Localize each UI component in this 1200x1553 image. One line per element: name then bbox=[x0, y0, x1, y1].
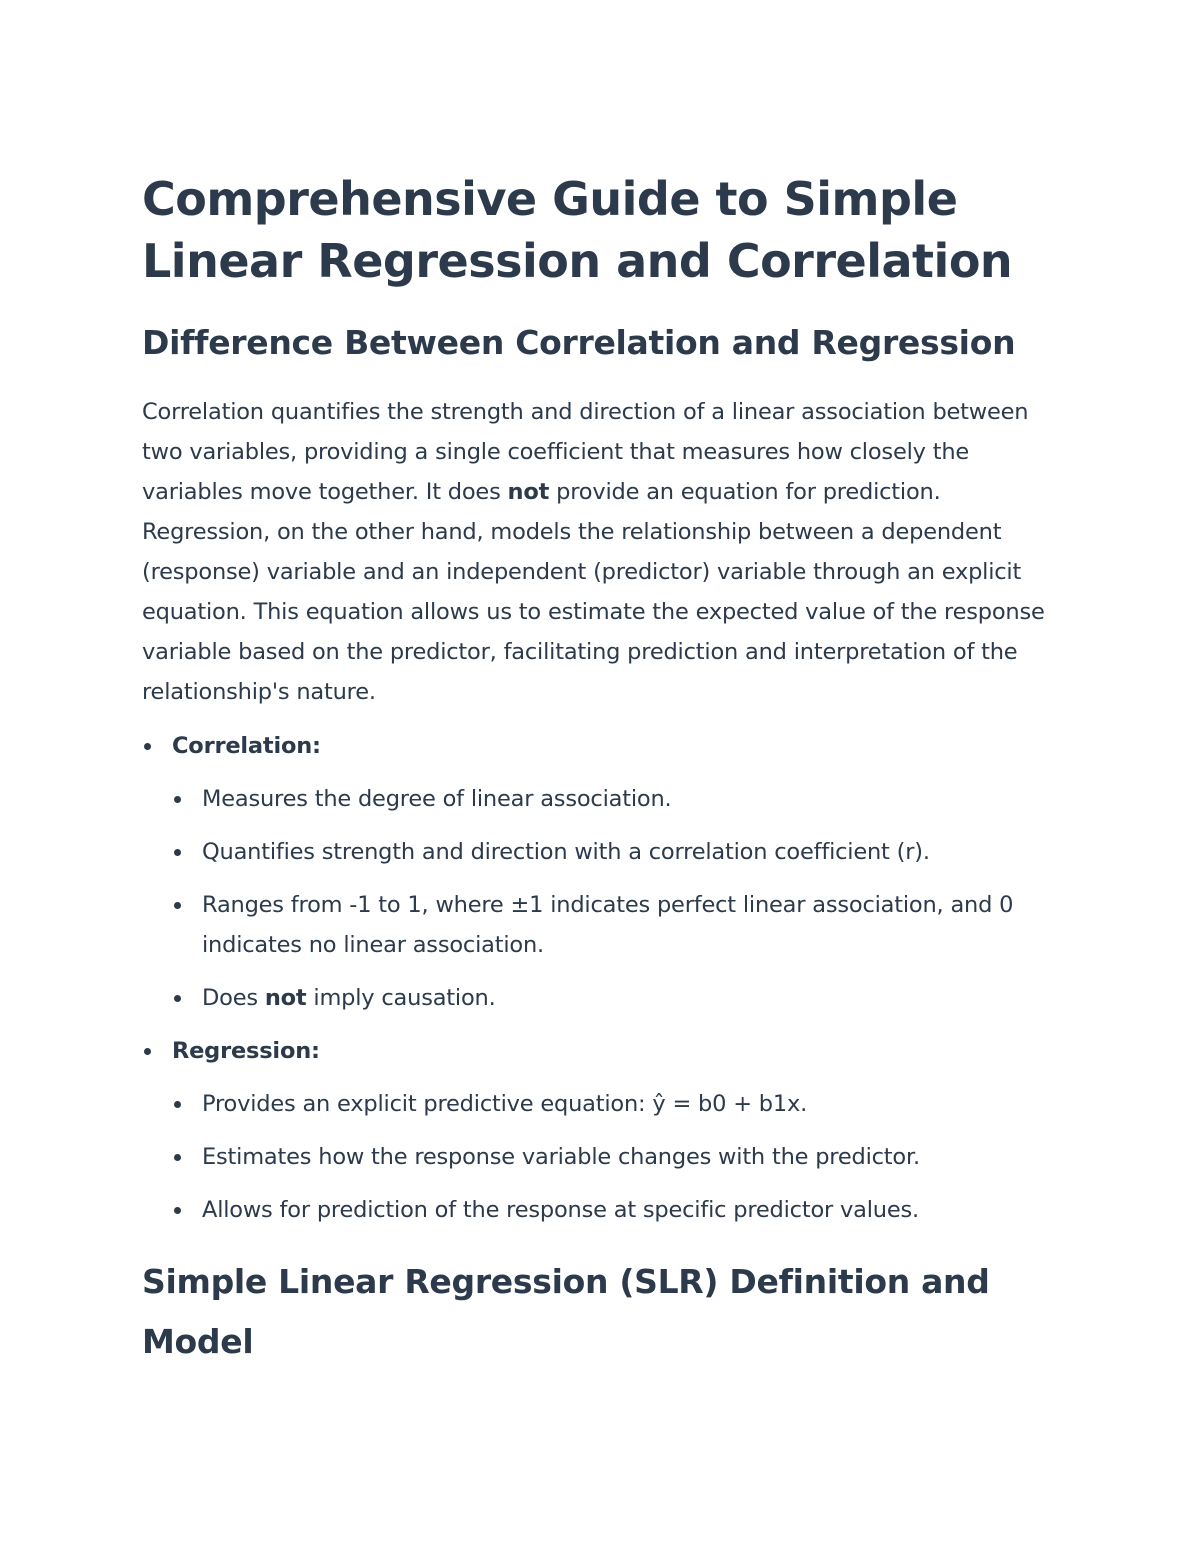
document-page bbox=[142, 168, 1067, 1372]
paragraph-text-part1: Correlation quantifies the strength and direction of a linear association between two variables, providing a single coefficient that measures how closely the variables move together. It does bbox=[142, 399, 1029, 505]
section-heading-difference: Difference Between Correlation and Regression bbox=[142, 323, 1016, 362]
list-item-regression bbox=[142, 1031, 1067, 1230]
paragraph-emphasis-not: not bbox=[507, 479, 550, 505]
list-text-after: imply causation. bbox=[306, 985, 496, 1011]
list-emphasis-not: not bbox=[264, 985, 307, 1011]
document-title: Comprehensive Guide to Simple Linear Regression and Correlation bbox=[142, 172, 1013, 288]
list-text-before: Does bbox=[202, 985, 265, 1011]
list-item: Allows for prediction of the response at specific predictor values. bbox=[172, 1190, 1067, 1230]
list-item: Ranges from -1 to 1, where ±1 indicates perfect linear association, and 0 indicates no linear association. bbox=[172, 885, 1067, 965]
list-item: Provides an explicit predictive equation: ŷ = b0 + b1x. bbox=[172, 1084, 1067, 1124]
paragraph-text-part2: provide an equation for prediction. Regression, on the other hand, models the relationship between a dependent (response) variable and an independent (predictor) variable through an explicit equation. This equation allows us to estimate the expected value of the response variable based on the predictor, facilitating prediction and interpretation of the relationship's nature. bbox=[142, 479, 1045, 705]
intro-paragraph bbox=[142, 392, 1067, 712]
correlation-label: Correlation: bbox=[172, 733, 321, 759]
section-heading-slr: Simple Linear Regression (SLR) Definition and Model bbox=[142, 1262, 990, 1361]
correlation-sublist bbox=[172, 779, 1067, 1018]
list-item: Estimates how the response variable changes with the predictor. bbox=[172, 1137, 1067, 1177]
regression-sublist bbox=[172, 1084, 1067, 1230]
list-item: Measures the degree of linear association. bbox=[172, 779, 1067, 819]
list-item-correlation bbox=[142, 726, 1067, 1018]
list-item: Quantifies strength and direction with a correlation coefficient (r). bbox=[172, 832, 1067, 872]
regression-label: Regression: bbox=[172, 1038, 320, 1064]
comparison-list bbox=[142, 726, 1067, 1230]
list-item bbox=[172, 978, 1067, 1018]
